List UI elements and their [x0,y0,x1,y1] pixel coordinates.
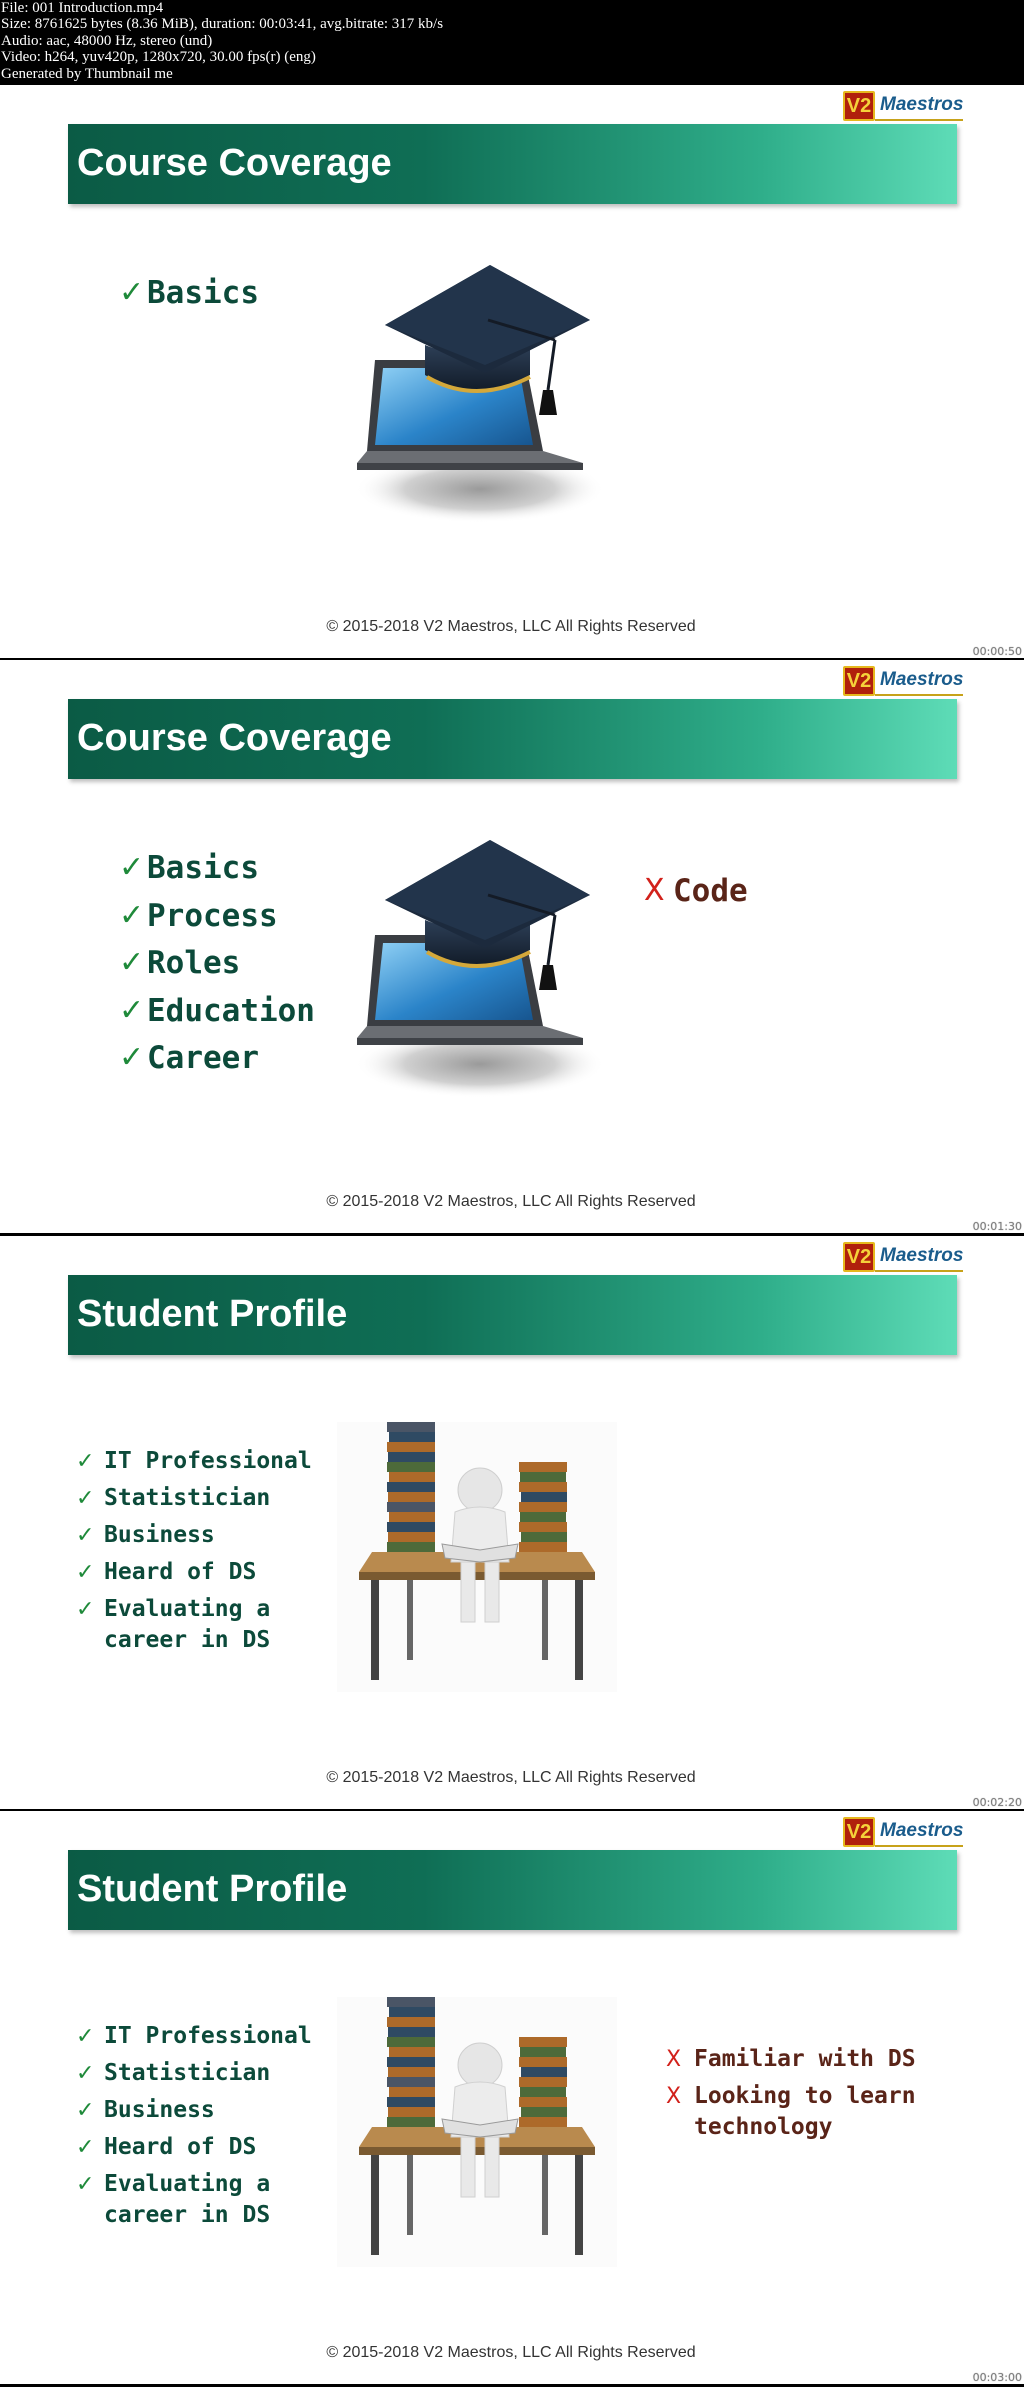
video-timestamp: 00:00:50 [972,645,1022,658]
video-timestamp: 00:02:20 [972,1796,1022,1809]
list-item: ✓ Process [119,897,278,934]
check-icon: ✓ [76,2024,95,2049]
video-timestamp: 00:03:00 [972,2371,1022,2384]
file-info: File: 001 Introduction.mp4 [1,0,164,16]
logo-wordmark: Maestros [875,1242,963,1272]
logo-wordmark: Maestros [875,91,963,121]
title-banner [68,124,957,204]
list-item: ✓ IT Professional [76,2021,312,2052]
check-icon: ✓ [119,275,145,310]
title-banner [68,699,957,779]
check-icon: ✓ [76,2098,95,2123]
list-item: ✓ Evaluating a [76,1594,312,1625]
slide-3-student-profile [0,1236,1024,1809]
excluded-list [644,871,748,919]
x-mark-icon: X [666,2084,682,2109]
graduation-laptop-icon [345,840,615,1120]
check-icon: ✓ [76,1449,95,1474]
logo-v2-badge: V2 [843,91,875,121]
list-item: ✓ Evaluating a [76,2169,312,2200]
check-icon: ✓ [76,1597,95,1622]
x-mark-icon: X [644,873,665,908]
v2-maestros-logo [843,1242,963,1272]
check-icon: ✓ [119,1040,145,1075]
slide-1-course-coverage [0,85,1024,658]
check-icon: ✓ [119,897,145,933]
excluded-item: X Code [644,871,748,919]
logo-wordmark: Maestros [875,1817,963,1847]
size-info: Size: 8761625 bytes (8.36 MiB), duration: 00:03:41, avg.bitrate: 317 kb/s [1,16,444,33]
list-item: ✓ Statistician [76,1483,312,1514]
list-item: ✓ Business [76,1520,312,1551]
list-item: ✓ IT Professional [76,1446,312,1477]
slide-2-course-coverage [0,660,1024,1233]
check-icon: ✓ [76,1560,95,1585]
title-banner [68,1275,957,1355]
slide-title: Student Profile [77,1868,348,1910]
check-icon: ✓ [76,2135,95,2160]
copyright-footer: © 2015-2018 V2 Maestros, LLC All Rights Reserved [326,2344,696,2361]
list-item: ✓ Heard of DS [76,1557,312,1588]
check-icon: ✓ [119,992,145,1028]
v2-maestros-logo [843,1817,963,1847]
list-item: ✓ Business [76,2095,312,2126]
list-item: ✓ Heard of DS [76,2132,312,2163]
v2-maestros-logo [843,666,963,696]
v2-maestros-logo [843,91,963,121]
excluded-list [666,2044,916,2149]
coverage-list [119,848,315,1086]
check-icon: ✓ [119,945,145,980]
profile-list [76,1446,312,1656]
video-info: Video: h264, yuv420p, 1280x720, 30.00 fps(r) (eng) [1,49,316,66]
logo-v2-badge: V2 [843,666,875,696]
video-timestamp: 00:01:30 [972,1220,1022,1233]
logo-v2-badge: V2 [843,1242,875,1272]
check-icon: ✓ [76,1523,95,1548]
profile-list [76,2021,312,2231]
graduation-laptop-icon [345,265,615,545]
audio-info: Audio: aac, 48000 Hz, stereo (und) [1,32,213,49]
list-item-continuation: career in DS [104,2202,271,2228]
check-icon: ✓ [76,1486,95,1511]
check-icon: ✓ [119,850,145,885]
slide-title: Course Coverage [77,142,392,184]
excluded-item-continuation: technology [694,2114,833,2140]
slide-title: Course Coverage [77,717,392,759]
list-item: ✓ Roles [119,945,241,981]
x-mark-icon: X [666,2047,682,2072]
list-item: ✓ Basics [119,275,259,311]
list-item: ✓ Basics [119,850,259,886]
check-icon: ✓ [76,2172,95,2197]
excluded-item: X Familiar with DS [666,2044,916,2075]
check-icon: ✓ [76,2061,95,2086]
list-item: ✓ Statistician [76,2058,312,2089]
slide-title: Student Profile [77,1293,348,1335]
student-desk-books-icon [337,1997,617,2267]
slide-4-student-profile [0,1811,1024,2384]
generator-info: Generated by Thumbnail me [1,65,173,82]
video-info-header [0,0,1024,83]
list-item: ✓ Education [119,992,315,1029]
student-desk-books-icon [337,1422,617,1692]
coverage-list [119,273,259,321]
logo-wordmark: Maestros [875,666,963,696]
excluded-item: X Looking to learn [666,2081,916,2112]
list-item-continuation: career in DS [104,1627,271,1653]
logo-v2-badge: V2 [843,1817,875,1847]
copyright-footer: © 2015-2018 V2 Maestros, LLC All Rights Reserved [326,1769,696,1786]
copyright-footer: © 2015-2018 V2 Maestros, LLC All Rights Reserved [326,618,696,635]
copyright-footer: © 2015-2018 V2 Maestros, LLC All Rights Reserved [326,1193,696,1210]
list-item: ✓ Career [119,1040,259,1076]
title-banner [68,1850,957,1930]
